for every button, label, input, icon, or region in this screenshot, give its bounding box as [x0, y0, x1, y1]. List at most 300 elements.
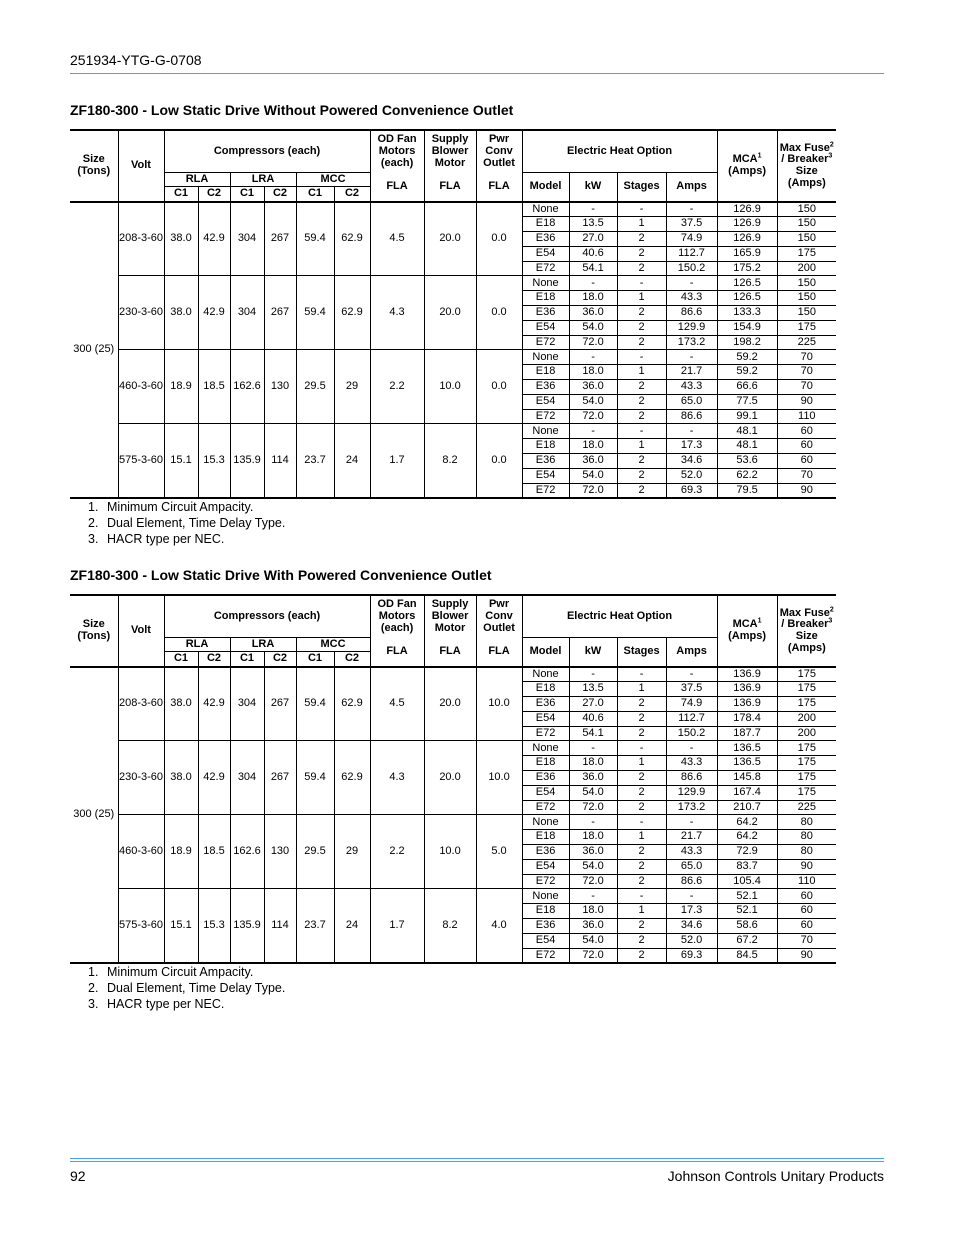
stages-value: 2	[617, 320, 666, 335]
stages-value: -	[617, 276, 666, 291]
kw-value: 36.0	[569, 845, 617, 860]
amps-value: 74.9	[666, 697, 717, 712]
mca-value: 83.7	[717, 859, 777, 874]
mca-value: 66.6	[717, 380, 777, 395]
mca-value: 58.6	[717, 919, 777, 934]
fuse-size-value: 175	[777, 320, 836, 335]
mca-value: 62.2	[717, 468, 777, 483]
model-value: E36	[522, 771, 569, 786]
rla-c2-value: 42.9	[198, 741, 230, 815]
od-fan-fla-value: 2.2	[370, 815, 424, 889]
electric-heat-header: Electric Heat Option	[522, 595, 717, 638]
kw-value: 27.0	[569, 697, 617, 712]
mcc-c2-value: 62.9	[334, 741, 370, 815]
model-value: None	[522, 889, 569, 904]
fuse-size-value: 175	[777, 682, 836, 697]
od-fan-fla-value: 4.5	[370, 667, 424, 741]
amps-value: -	[666, 424, 717, 439]
table-1-footnotes	[88, 499, 285, 547]
rla-c1-value: 38.0	[164, 667, 198, 741]
mca-value: 136.5	[717, 756, 777, 771]
model-value: E54	[522, 246, 569, 261]
volt-value: 575-3-60	[118, 424, 164, 498]
rla-c1-value: 18.9	[164, 815, 198, 889]
table-row	[70, 276, 836, 291]
fuse-size-value: 80	[777, 845, 836, 860]
footnote-ref: 1	[757, 617, 762, 625]
kw-value: -	[569, 350, 617, 365]
kw-value: 13.5	[569, 217, 617, 232]
stages-value: 2	[617, 246, 666, 261]
fuse-size-value: 200	[777, 261, 836, 276]
fuse-size-value: 175	[777, 785, 836, 800]
fuse-size-value: 150	[777, 202, 836, 217]
mca-value: 72.9	[717, 845, 777, 860]
header-text: (Amps)	[728, 630, 766, 642]
stages-value: 2	[617, 771, 666, 786]
max-fuse-header	[777, 595, 836, 667]
model-value: E18	[522, 904, 569, 919]
mca-value: 64.2	[717, 830, 777, 845]
pwr-fla-value: 4.0	[476, 889, 522, 963]
model-value: None	[522, 741, 569, 756]
kw-value: 36.0	[569, 771, 617, 786]
od-fan-fla-value: 1.7	[370, 424, 424, 498]
rla-c2-value: 15.3	[198, 424, 230, 498]
fuse-size-value: 175	[777, 246, 836, 261]
amps-value: 69.3	[666, 948, 717, 963]
stages-value: 2	[617, 261, 666, 276]
kw-value: 18.0	[569, 291, 617, 306]
stages-value: 1	[617, 439, 666, 454]
kw-value: -	[569, 276, 617, 291]
lra-c1-value: 135.9	[230, 424, 264, 498]
blower-fla-value: 20.0	[424, 741, 476, 815]
fuse-size-value: 175	[777, 756, 836, 771]
kw-value: -	[569, 202, 617, 217]
kw-header: kW	[569, 638, 617, 668]
kw-value: -	[569, 667, 617, 682]
stages-value: 2	[617, 394, 666, 409]
stages-value: 1	[617, 682, 666, 697]
footnote-ref: 3	[828, 617, 833, 625]
stages-value: -	[617, 350, 666, 365]
mcc-c1-value: 59.4	[296, 667, 334, 741]
mca-value: 84.5	[717, 948, 777, 963]
stages-value: -	[617, 741, 666, 756]
page-number: 92	[70, 1168, 86, 1184]
pwr-fla-value: 10.0	[476, 667, 522, 741]
model-value: E72	[522, 483, 569, 498]
volt-value: 575-3-60	[118, 889, 164, 963]
amps-value: 52.0	[666, 933, 717, 948]
mca-value: 64.2	[717, 815, 777, 830]
rla-c1-value: 38.0	[164, 202, 198, 276]
pwr-conv-header: Pwr Conv Outlet	[476, 595, 522, 638]
amps-value: 17.3	[666, 439, 717, 454]
amps-value: 43.3	[666, 380, 717, 395]
compressors-header: Compressors (each)	[164, 595, 370, 638]
model-value: None	[522, 202, 569, 217]
rla-header: RLA	[164, 638, 230, 652]
model-value: E36	[522, 919, 569, 934]
mca-value: 136.5	[717, 741, 777, 756]
mca-value: 126.9	[717, 232, 777, 247]
pwr-conv-header: Pwr Conv Outlet	[476, 130, 522, 173]
model-value: E18	[522, 439, 569, 454]
model-value: E72	[522, 948, 569, 963]
mca-value: 136.9	[717, 697, 777, 712]
company-name: Johnson Controls Unitary Products	[667, 1168, 884, 1184]
blower-fla-value: 8.2	[424, 889, 476, 963]
mcc-header: MCC	[296, 638, 370, 652]
amps-value: 65.0	[666, 394, 717, 409]
amps-value: 37.5	[666, 217, 717, 232]
electrical-data-table-1	[70, 129, 836, 499]
fuse-size-value: 175	[777, 667, 836, 682]
kw-value: 72.0	[569, 483, 617, 498]
mcc-c1-value: 59.4	[296, 741, 334, 815]
fuse-size-value: 60	[777, 424, 836, 439]
kw-value: 54.0	[569, 933, 617, 948]
lra-c2-value: 267	[264, 667, 296, 741]
model-value: E36	[522, 454, 569, 469]
fuse-size-value: 60	[777, 904, 836, 919]
model-value: None	[522, 424, 569, 439]
c2-header: C2	[334, 187, 370, 203]
header-text: (Amps)	[728, 165, 766, 177]
amps-value: 150.2	[666, 261, 717, 276]
c1-header: C1	[296, 652, 334, 668]
lra-header: LRA	[230, 173, 296, 187]
mcc-c2-value: 62.9	[334, 667, 370, 741]
model-value: E72	[522, 335, 569, 350]
amps-value: 69.3	[666, 483, 717, 498]
fuse-size-value: 60	[777, 439, 836, 454]
kw-value: 54.0	[569, 394, 617, 409]
blower-fla-value: 20.0	[424, 276, 476, 350]
rla-c2-value: 42.9	[198, 667, 230, 741]
lra-c1-value: 304	[230, 276, 264, 350]
kw-value: 54.1	[569, 261, 617, 276]
kw-value: 54.0	[569, 859, 617, 874]
electric-heat-header: Electric Heat Option	[522, 130, 717, 173]
mcc-header: MCC	[296, 173, 370, 187]
c1-header: C1	[230, 652, 264, 668]
volt-value: 460-3-60	[118, 350, 164, 424]
kw-value: 36.0	[569, 919, 617, 934]
mca-value: 175.2	[717, 261, 777, 276]
fuse-size-value: 150	[777, 291, 836, 306]
od-fan-fla-value: 4.3	[370, 741, 424, 815]
blower-fla-value: 20.0	[424, 667, 476, 741]
compressors-header: Compressors (each)	[164, 130, 370, 173]
od-fan-fla-value: 4.5	[370, 202, 424, 276]
model-value: E18	[522, 217, 569, 232]
pwr-fla-value: 5.0	[476, 815, 522, 889]
amps-value: 173.2	[666, 335, 717, 350]
table-row	[70, 202, 836, 217]
mca-value: 48.1	[717, 424, 777, 439]
model-header: Model	[522, 173, 569, 203]
model-value: E54	[522, 859, 569, 874]
amps-value: -	[666, 667, 717, 682]
stages-value: -	[617, 815, 666, 830]
amps-value: 52.0	[666, 468, 717, 483]
stages-value: 2	[617, 454, 666, 469]
kw-value: 72.0	[569, 874, 617, 889]
c2-header: C2	[334, 652, 370, 668]
mca-value: 187.7	[717, 726, 777, 741]
c2-header: C2	[198, 187, 230, 203]
blower-fla-header: FLA	[424, 173, 476, 203]
fuse-size-value: 175	[777, 771, 836, 786]
pwr-fla-value: 0.0	[476, 350, 522, 424]
footnote-2: 2. Dual Element, Time Delay Type.	[88, 516, 286, 530]
stages-value: 2	[617, 232, 666, 247]
amps-value: 21.7	[666, 365, 717, 380]
table-2-title: ZF180-300 - Low Static Drive With Powered Convenience Outlet	[70, 567, 492, 583]
fuse-size-value: 80	[777, 830, 836, 845]
kw-value: 40.6	[569, 711, 617, 726]
c1-header: C1	[296, 187, 334, 203]
c1-header: C1	[230, 187, 264, 203]
mca-value: 77.5	[717, 394, 777, 409]
kw-value: 54.1	[569, 726, 617, 741]
fuse-size-value: 110	[777, 409, 836, 424]
mcc-c2-value: 29	[334, 815, 370, 889]
mcc-c2-value: 24	[334, 889, 370, 963]
amps-value: 86.6	[666, 409, 717, 424]
lra-c1-value: 135.9	[230, 889, 264, 963]
mca-value: 53.6	[717, 454, 777, 469]
table-row	[70, 889, 836, 904]
footnote-ref: 2	[829, 606, 834, 614]
c2-header: C2	[198, 652, 230, 668]
kw-value: -	[569, 424, 617, 439]
stages-value: 2	[617, 380, 666, 395]
stages-value: 2	[617, 845, 666, 860]
model-value: E18	[522, 291, 569, 306]
stages-value: 1	[617, 830, 666, 845]
pwr-fla-value: 0.0	[476, 276, 522, 350]
fuse-size-value: 200	[777, 711, 836, 726]
lra-c2-value: 267	[264, 276, 296, 350]
kw-value: 18.0	[569, 756, 617, 771]
fuse-size-value: 150	[777, 217, 836, 232]
kw-value: 72.0	[569, 800, 617, 815]
model-value: E54	[522, 394, 569, 409]
table-2-footnotes	[88, 964, 285, 1012]
header-text: MCA	[732, 618, 758, 631]
kw-value: 18.0	[569, 365, 617, 380]
stages-value: -	[617, 889, 666, 904]
stages-value: 2	[617, 919, 666, 934]
mca-value: 79.5	[717, 483, 777, 498]
stages-value: 1	[617, 904, 666, 919]
size-header: Size (Tons)	[70, 595, 118, 667]
amps-value: -	[666, 276, 717, 291]
header-text: / Breaker	[781, 153, 829, 166]
stages-value: 2	[617, 468, 666, 483]
electrical-data-table-2	[70, 594, 836, 964]
model-value: E54	[522, 785, 569, 800]
mcc-c1-value: 59.4	[296, 276, 334, 350]
mca-value: 126.5	[717, 276, 777, 291]
amps-value: 74.9	[666, 232, 717, 247]
kw-value: 27.0	[569, 232, 617, 247]
stages-value: 2	[617, 483, 666, 498]
od-fan-fla-value: 1.7	[370, 889, 424, 963]
amps-value: 21.7	[666, 830, 717, 845]
header-text: Size (Amps)	[787, 630, 826, 654]
mcc-c2-value: 62.9	[334, 202, 370, 276]
mcc-c2-value: 62.9	[334, 276, 370, 350]
mca-value: 105.4	[717, 874, 777, 889]
footnote-3: 3. HACR type per NEC.	[88, 532, 225, 546]
volt-value: 230-3-60	[118, 741, 164, 815]
fuse-size-value: 70	[777, 350, 836, 365]
amps-value: 43.3	[666, 756, 717, 771]
size-value: 300 (25)	[70, 667, 118, 963]
model-value: E54	[522, 468, 569, 483]
stages-value: 1	[617, 365, 666, 380]
model-value: E72	[522, 261, 569, 276]
model-value: E36	[522, 845, 569, 860]
blower-fla-header: FLA	[424, 638, 476, 668]
kw-value: 54.0	[569, 785, 617, 800]
mca-value: 210.7	[717, 800, 777, 815]
header-text: / Breaker	[781, 618, 829, 631]
mca-value: 133.3	[717, 306, 777, 321]
stages-value: -	[617, 424, 666, 439]
rla-c1-value: 38.0	[164, 276, 198, 350]
fuse-size-value: 225	[777, 800, 836, 815]
mca-value: 154.9	[717, 320, 777, 335]
mca-value: 48.1	[717, 439, 777, 454]
table-row	[70, 741, 836, 756]
header-text: Max Fuse	[779, 141, 830, 154]
model-value: None	[522, 815, 569, 830]
c1-header: C1	[164, 652, 198, 668]
model-value: E54	[522, 320, 569, 335]
model-value: E18	[522, 830, 569, 845]
model-value: E18	[522, 682, 569, 697]
fuse-size-value: 60	[777, 454, 836, 469]
amps-value: 112.7	[666, 246, 717, 261]
c2-header: C2	[264, 652, 296, 668]
rla-c2-value: 18.5	[198, 815, 230, 889]
kw-value: 36.0	[569, 380, 617, 395]
fuse-size-value: 225	[777, 335, 836, 350]
amps-value: 86.6	[666, 874, 717, 889]
fuse-size-value: 200	[777, 726, 836, 741]
document-id: 251934-YTG-G-0708	[70, 52, 202, 68]
model-header: Model	[522, 638, 569, 668]
stages-value: 1	[617, 756, 666, 771]
model-value: None	[522, 667, 569, 682]
mca-value: 52.1	[717, 889, 777, 904]
mca-value: 67.2	[717, 933, 777, 948]
rla-c1-value: 15.1	[164, 889, 198, 963]
table-row	[70, 667, 836, 682]
size-header: Size (Tons)	[70, 130, 118, 202]
od-fan-fla-value: 4.3	[370, 276, 424, 350]
rla-header: RLA	[164, 173, 230, 187]
kw-value: -	[569, 741, 617, 756]
rla-c1-value: 15.1	[164, 424, 198, 498]
lra-c1-value: 162.6	[230, 815, 264, 889]
lra-c1-value: 162.6	[230, 350, 264, 424]
mca-value: 167.4	[717, 785, 777, 800]
table-row	[70, 350, 836, 365]
amps-value: 34.6	[666, 919, 717, 934]
footnote-2: 2. Dual Element, Time Delay Type.	[88, 981, 286, 995]
kw-value: 54.0	[569, 320, 617, 335]
model-value: E18	[522, 365, 569, 380]
mca-value: 52.1	[717, 904, 777, 919]
model-value: E72	[522, 726, 569, 741]
fuse-size-value: 80	[777, 815, 836, 830]
fuse-size-value: 150	[777, 306, 836, 321]
fuse-size-value: 175	[777, 697, 836, 712]
mca-value: 136.9	[717, 667, 777, 682]
footnote-3: 3. HACR type per NEC.	[88, 997, 225, 1011]
rla-c2-value: 18.5	[198, 350, 230, 424]
fuse-size-value: 70	[777, 380, 836, 395]
stages-value: 2	[617, 874, 666, 889]
od-fan-header: OD Fan Motors (each)	[370, 130, 424, 173]
amps-value: 43.3	[666, 291, 717, 306]
model-value: E72	[522, 800, 569, 815]
volt-value: 208-3-60	[118, 667, 164, 741]
amps-value: 129.9	[666, 785, 717, 800]
kw-header: kW	[569, 173, 617, 203]
stages-value: 2	[617, 785, 666, 800]
model-value: E36	[522, 232, 569, 247]
fuse-size-value: 90	[777, 859, 836, 874]
header-text: Max Fuse	[779, 606, 830, 619]
lra-c2-value: 114	[264, 889, 296, 963]
rla-c2-value: 15.3	[198, 889, 230, 963]
mca-value: 59.2	[717, 365, 777, 380]
lra-c2-value: 130	[264, 350, 296, 424]
amps-value: 173.2	[666, 800, 717, 815]
mca-value: 126.9	[717, 217, 777, 232]
rla-c2-value: 42.9	[198, 276, 230, 350]
amps-value: 150.2	[666, 726, 717, 741]
lra-c1-value: 304	[230, 667, 264, 741]
fuse-size-value: 175	[777, 741, 836, 756]
volt-value: 460-3-60	[118, 815, 164, 889]
od-fan-fla-header: FLA	[370, 173, 424, 203]
pwr-fla-value: 0.0	[476, 424, 522, 498]
kw-value: 72.0	[569, 335, 617, 350]
mcc-c1-value: 29.5	[296, 815, 334, 889]
amps-value: -	[666, 350, 717, 365]
fuse-size-value: 90	[777, 483, 836, 498]
amps-header: Amps	[666, 173, 717, 203]
fuse-size-value: 60	[777, 889, 836, 904]
stages-value: 2	[617, 697, 666, 712]
mca-value: 198.2	[717, 335, 777, 350]
model-value: E72	[522, 874, 569, 889]
mca-value: 126.9	[717, 202, 777, 217]
volt-header: Volt	[118, 130, 164, 202]
stages-value: -	[617, 667, 666, 682]
amps-value: 86.6	[666, 306, 717, 321]
model-value: E36	[522, 380, 569, 395]
